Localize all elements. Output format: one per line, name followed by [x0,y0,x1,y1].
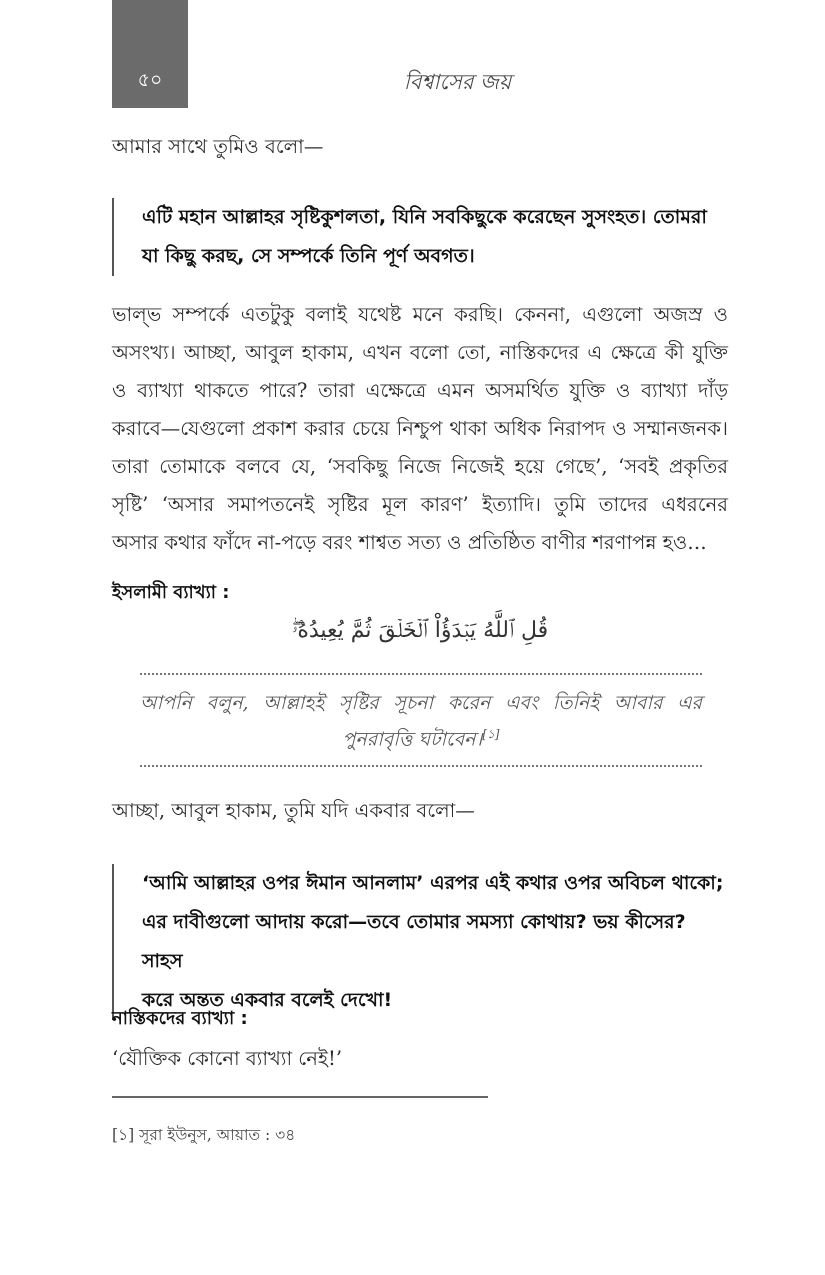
verse-translation [140,688,702,755]
islamic-explanation-heading: ইসলামী ব্যাখ্যা : [112,582,230,603]
paragraph-line: তারা তোমাকে বলবে যে, ‘সবকিছু নিজে নিজেই হয়ে গেছে’, ‘সবই প্রকৃতির [112,455,728,478]
translation-top-rule [140,673,702,675]
atheist-answer: ‘যৌক্তিক কোনো ব্যাখ্যা নেই!’ [112,1047,343,1070]
translation-bottom-rule [140,765,702,767]
translation-line-1: আপনি বলুন, আল্লাহই সৃষ্টির সূচনা করেন এবং তিনিই আবার এর [140,692,702,714]
page-number-tab [112,0,188,108]
quote-2-line-2: এর দাবীগুলো আদায় করো—তবে তোমার সমস্যা কোথায়? ভয় কীসের? সাহস [142,911,686,972]
quote-2-line-1: ‘আমি আল্লাহর ওপর ঈমান আনলাম’ এরপর এই কথার ওপর অবিচল থাকো; [142,872,724,894]
highlight-quote-1 [112,198,728,276]
quote-1-line-1: এটি মহান আল্লাহর সৃষ্টিকুশলতা, যিনি সবকিছুকে করেছেন সুসংহত। তোমরা [142,206,707,228]
footnote-divider [112,1096,488,1098]
footnote-reference[interactable]: [১] [482,727,500,741]
intro-line: আমার সাথে তুমিও বলো— [112,135,324,158]
atheist-explanation-heading: নাস্তিকদের ব্যাখ্যা : [112,1008,248,1029]
paragraph-line: করাবে—যেগুলো প্রকাশ করার চেয়ে নিশ্চুপ থাকা অধিক নিরাপদ ও সম্মানজনক। [112,417,728,440]
body-paragraph [112,296,728,562]
footnote: [১] সূরা ইউনুস, আয়াত : ৩৪ [112,1126,296,1144]
translation-line-2: পুনরাবৃত্তি ঘটাবেন। [342,728,483,751]
paragraph-line: ও ব্যাখ্যা থাকতে পারে? তারা এক্ষেত্রে এমন অসমর্থিত যুক্তি ও ব্যাখ্যা দাঁড় [112,379,728,402]
quote-2-line-3: করে অন্তত একবার বলেই দেখো! [142,989,393,1011]
quote-1-line-2: যা কিছু করছ, সে সম্পর্কে তিনি পূর্ণ অবগত। [142,245,475,267]
paragraph-line: অসংখ্য। আচ্ছা, আবুল হাকাম, এখন বলো তো, নাস্তিকদের এ ক্ষেত্রে কী যুক্তি [112,341,728,364]
running-title: বিশ্বাসের জয় [403,70,512,94]
paragraph-line: সৃষ্টি’ ‘অসার সমাপতনেই সৃষ্টির মূল কারণ’ ইত্যাদি। তুমি তাদের এধরনের [112,493,728,516]
second-line: আচ্ছা, আবুল হাকাম, তুমি যদি একবার বলো— [112,799,475,822]
paragraph-line: অসার কথার ফাঁদে না-পড়ে বরং শাশ্বত সত্য ও প্রতিষ্ঠিত বাণীর শরণাপন্ন হও… [112,531,707,554]
page-number: ৫০ [137,69,163,91]
paragraph-line: ভাল্ভ সম্পর্কে এতটুকু বলাই যথেষ্ট মনে করছি। কেননা, এগুলো অজস্র ও [112,303,728,326]
arabic-verse: قُلِ ٱللَّهُ يَبۡدَؤُاْ ٱلۡخَلۡقَ ثُمَّ يُعِيدُهُۥۖ [291,618,549,643]
highlight-quote-2 [112,864,728,1020]
